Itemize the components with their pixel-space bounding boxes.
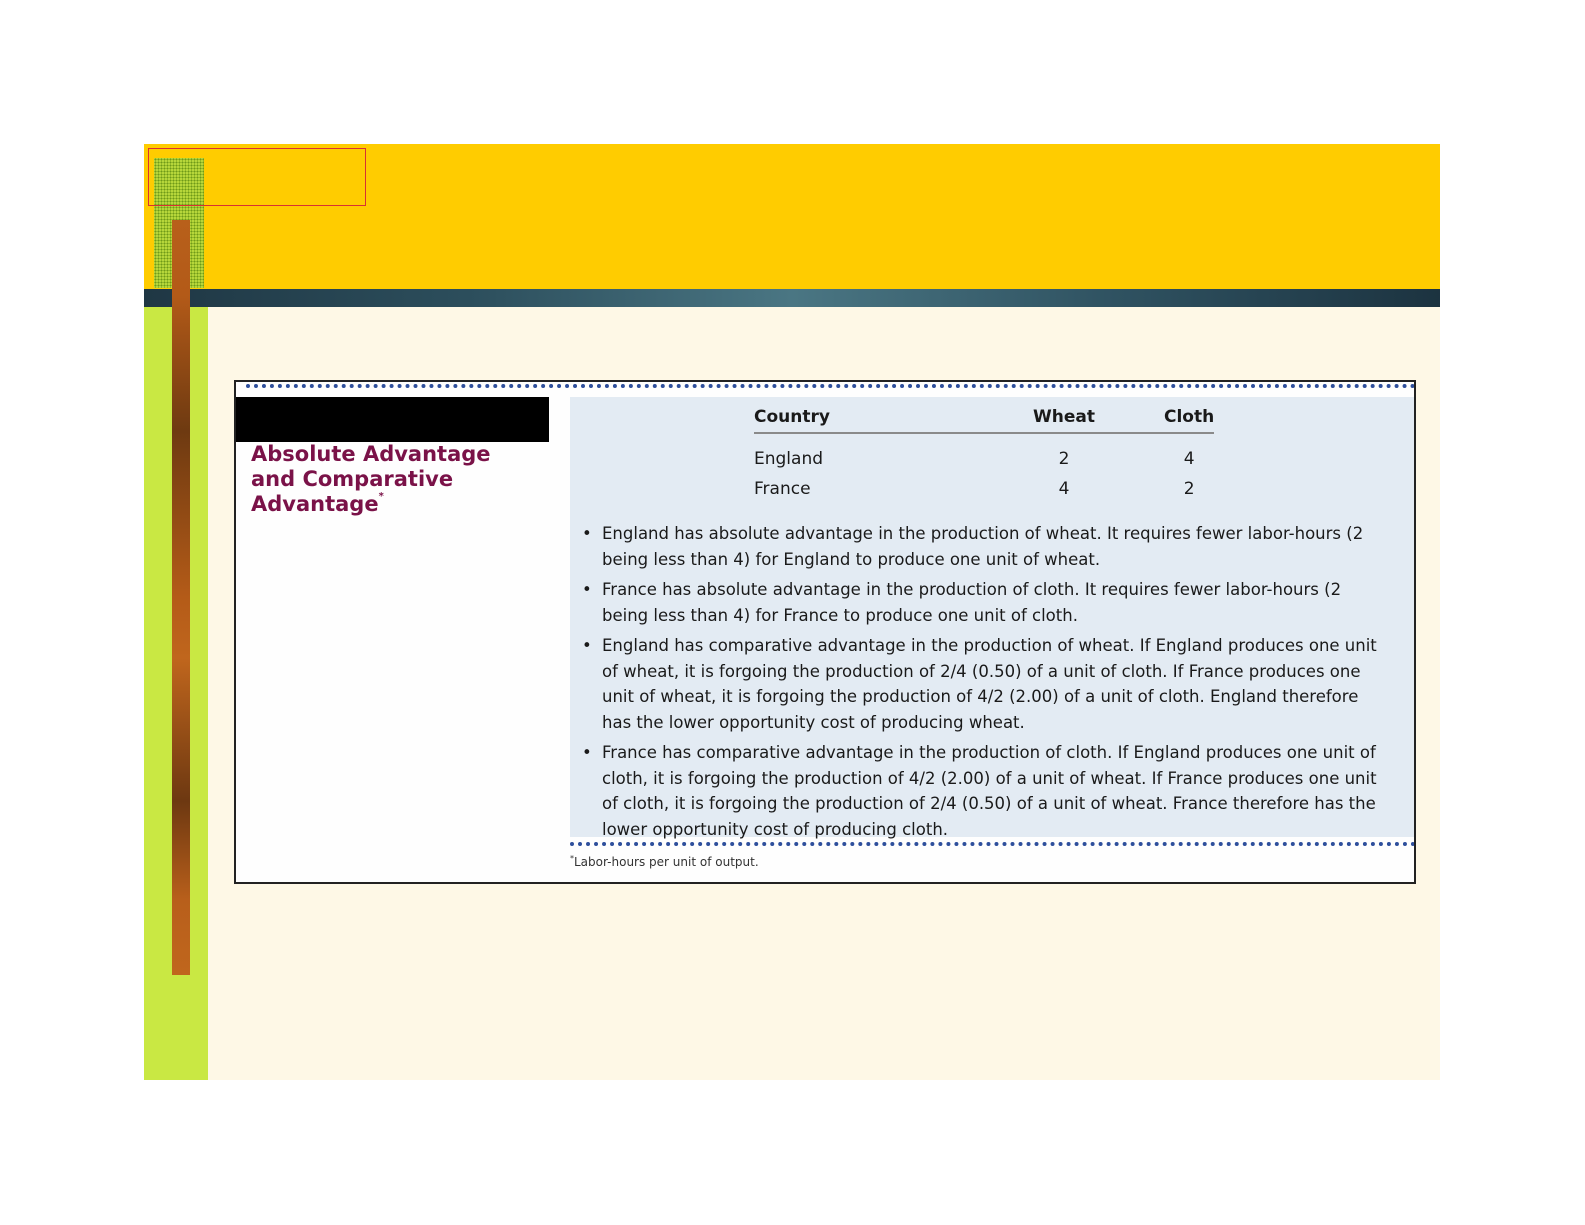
- bottom-dotted-rule: [570, 842, 1416, 846]
- list-item: [580, 740, 1390, 842]
- slide: [144, 144, 1440, 1080]
- vertical-accent-bar: [172, 220, 190, 975]
- cell-cloth: 2: [1183, 479, 1195, 499]
- list-item: [580, 633, 1390, 735]
- exhibit-title-line3-wrap: [251, 492, 541, 517]
- exhibit-label-block: [236, 397, 549, 442]
- exhibit-title-line2: and Comparative: [251, 467, 454, 491]
- header-country: Country: [754, 403, 964, 433]
- exhibit-panel: [234, 380, 1416, 884]
- table-row: [754, 474, 1214, 504]
- title-divider-bar: [144, 289, 1440, 307]
- labor-hours-table: [754, 403, 1214, 504]
- exhibit-title-line1: Absolute Advantage: [251, 442, 491, 466]
- table-header-row: [754, 403, 1214, 433]
- footnote: [570, 854, 759, 869]
- top-dotted-rule: [246, 384, 1416, 388]
- table-row: [754, 433, 1214, 474]
- content-panel: [570, 397, 1416, 837]
- footnote-marker: *: [570, 854, 574, 863]
- header-cloth: Cloth: [1164, 403, 1214, 433]
- cell-wheat: 2: [1058, 449, 1070, 469]
- cell-country: England: [754, 449, 824, 469]
- bullet-text: France has comparative advantage in the production of cloth. If England produces one unit of cloth, it is forgoing the production of 4/2 (2.00) of a unit of wheat. If France produces one unit of cloth, it is forgoing the production of 2/4 (0.50) of a unit of wheat. France therefore has the lower opportunity cost of producing cloth.: [602, 743, 1377, 839]
- slide-title-placeholder[interactable]: [148, 148, 366, 206]
- list-item: [580, 521, 1390, 572]
- title-footnote-marker: *: [378, 491, 384, 502]
- bullet-text: England has absolute advantage in the production of wheat. It requires fewer labor-hours (2 being less than 4) for England to produce one unit of wheat.: [602, 524, 1364, 569]
- cell-wheat: 4: [1058, 479, 1070, 499]
- exhibit-title: [251, 442, 541, 517]
- bullet-text: France has absolute advantage in the production of cloth. It requires fewer labor-hours (2 being less than 4) for France to produce one unit of cloth.: [602, 580, 1342, 625]
- cell-country: France: [754, 479, 811, 499]
- header-wheat: Wheat: [964, 403, 1164, 433]
- list-item: [580, 577, 1390, 628]
- bullet-text: England has comparative advantage in the production of wheat. If England produces one unit of wheat, it is forgoing the production of 2/4 (0.50) of a unit of cloth. If France produces one unit of wheat, it is forgoing the production of 4/2 (2.00) of a unit of cloth. England therefore has the lower opportunity cost of producing wheat.: [602, 636, 1377, 732]
- advantage-bullet-list: [580, 521, 1390, 847]
- bullet-dot: •: [582, 636, 592, 655]
- exhibit-title-line3: Advantage: [251, 492, 379, 516]
- bullet-dot: •: [582, 524, 592, 543]
- cell-cloth: 4: [1183, 449, 1195, 469]
- bullet-dot: •: [582, 743, 592, 762]
- footnote-text: Labor-hours per unit of output.: [574, 855, 759, 869]
- bullet-dot: •: [582, 580, 592, 599]
